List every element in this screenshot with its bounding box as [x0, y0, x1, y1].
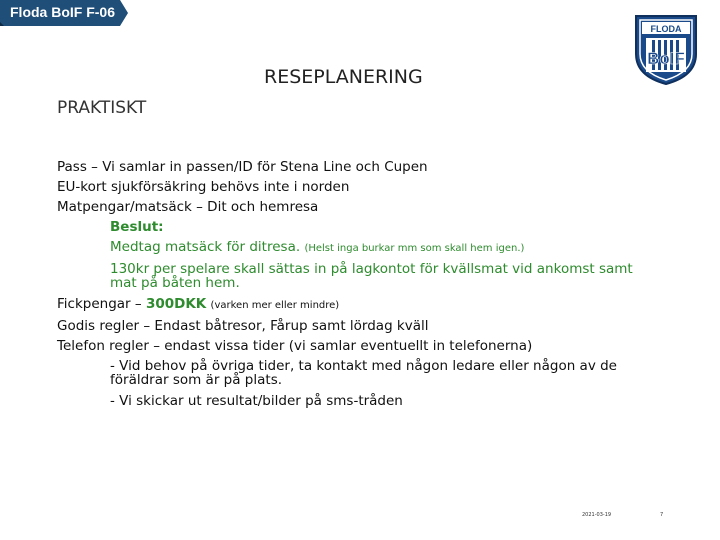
content-body	[57, 157, 657, 411]
crest-letters: BoIF	[647, 49, 685, 68]
footer-date: 2021-03-19	[582, 512, 612, 518]
page-number: 7	[660, 512, 664, 518]
banner-text: Floda BoIF F-06	[10, 4, 115, 20]
club-crest-logo	[634, 14, 698, 86]
results-line: - Vi skickar ut resultat/bilder på sms-tråden	[110, 393, 403, 409]
packed-lunch-line	[57, 237, 657, 259]
pocket-money-line	[57, 294, 657, 316]
candy-rules-line: Godis regler – Endast båtresor, Fårup samt lördag kväll	[57, 318, 429, 334]
slide-title: RESEPLANERING	[264, 66, 423, 88]
phone-rules-line: Telefon regler – endast vissa tider (vi samlar eventuellt in telefonerna)	[57, 338, 533, 354]
packed-lunch-note: (Helst inga burkar mm som skall hem igen.)	[304, 243, 525, 254]
eu-card-line: EU-kort sjukförsäkring behövs inte i norden	[57, 179, 350, 195]
packed-lunch-main: Medtag matsäck för ditresa.	[110, 239, 301, 255]
pass-line: Pass – Vi samlar in passen/ID för Stena Line och Cupen	[57, 159, 428, 175]
contact-leader-line: - Vid behov på övriga tider, ta kontakt med någon ledare eller någon av de föräldrar som är på plats.	[110, 358, 617, 388]
pocket-money-amount: 300DKK	[145, 296, 207, 312]
slide-subtitle: PRAKTISKT	[57, 98, 147, 118]
decision-label: Beslut:	[110, 219, 164, 235]
pocket-money-note: (varken mer eller mindre)	[210, 300, 340, 311]
team-account-line: 130kr per spelare skall sättas in på lagkontot för kvällsmat vid ankomst samt mat på båten hem.	[110, 261, 633, 291]
banner	[0, 0, 128, 26]
pocket-money-label: Fickpengar –	[57, 296, 146, 312]
food-money-line: Matpengar/matsäck – Dit och hemresa	[57, 199, 319, 215]
crest-top-text: FLODA	[650, 24, 682, 34]
